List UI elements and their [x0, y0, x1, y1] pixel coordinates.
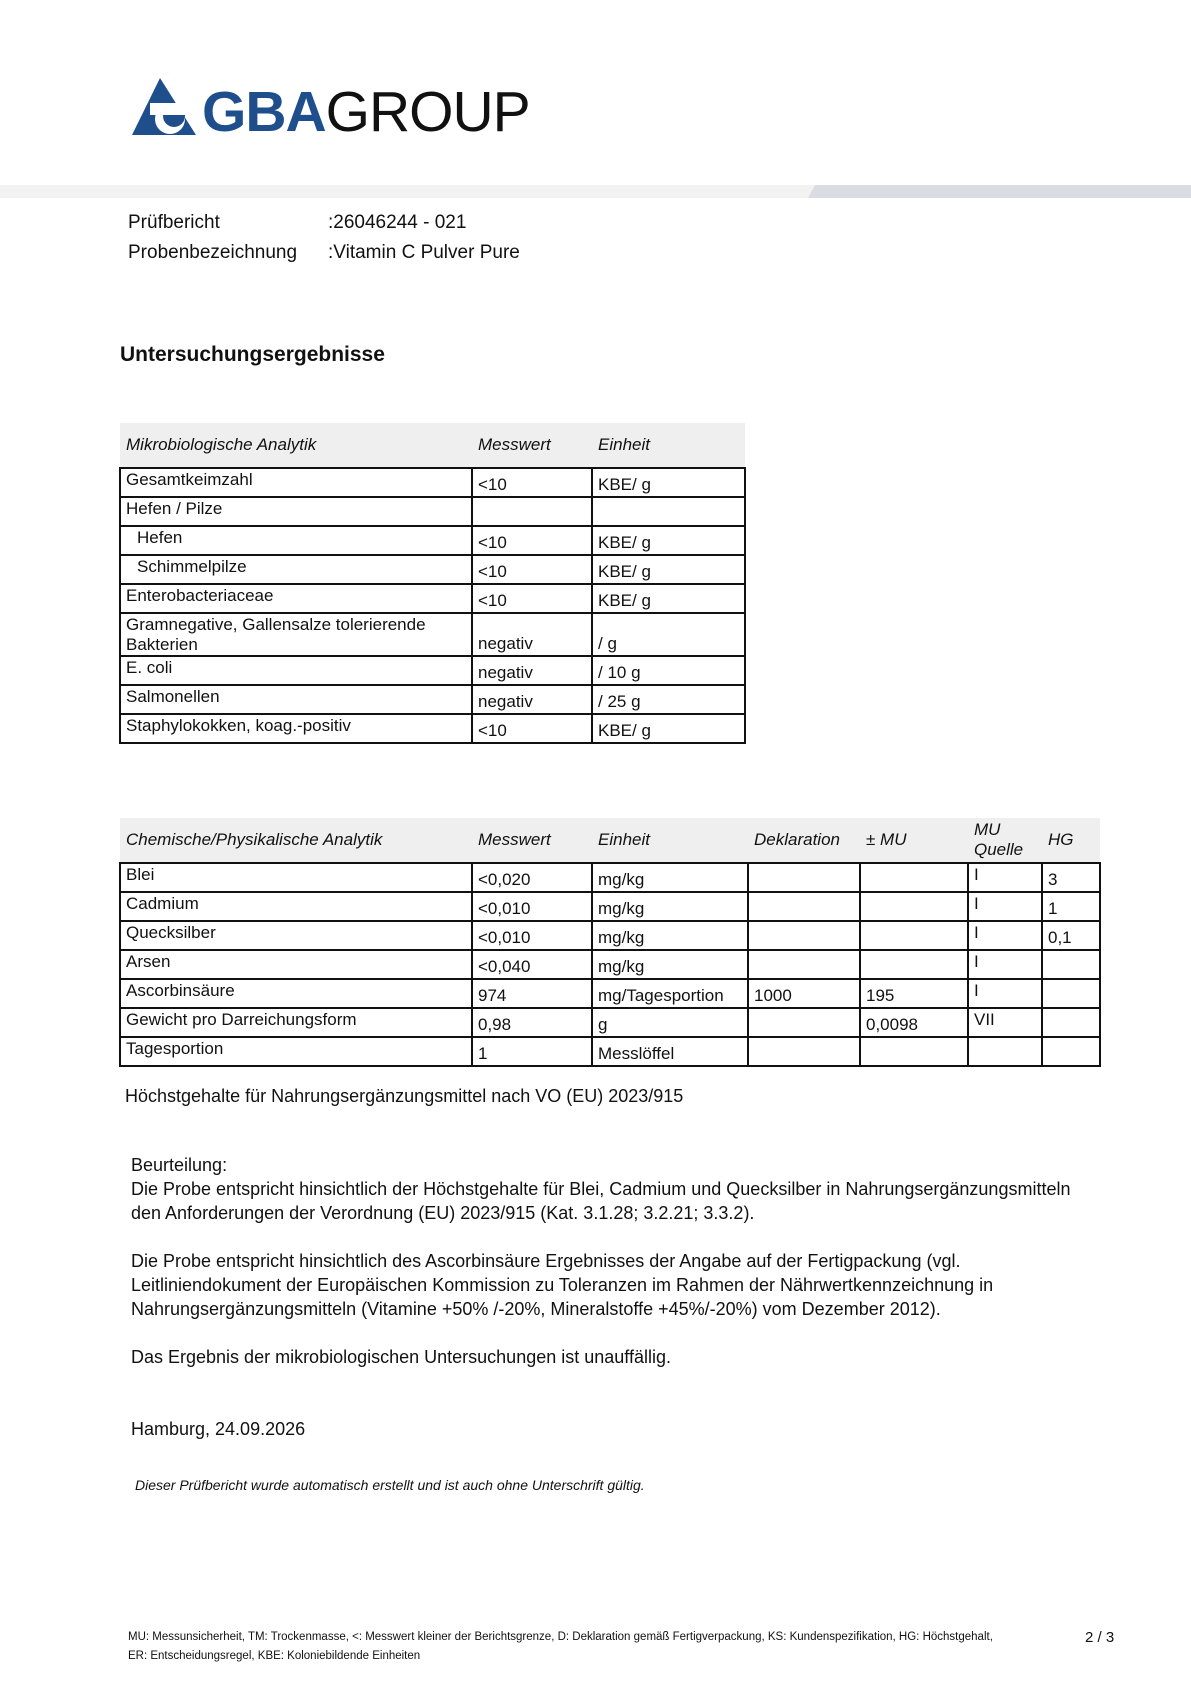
- micro-unit: / 10 g: [592, 656, 745, 685]
- assessment-paragraph-micro: Das Ergebnis der mikrobiologischen Untersuchungen ist unauffällig.: [131, 1347, 671, 1367]
- report-number: :26046244 - 021: [328, 212, 467, 233]
- chem-max-level: [1042, 950, 1100, 979]
- micro-table-row: [120, 584, 745, 613]
- gba-triangle-icon: [130, 76, 198, 138]
- chem-max-level: [1042, 1008, 1100, 1037]
- chem-table-body: [120, 863, 1100, 1066]
- chem-analyte-name: Quecksilber: [120, 921, 472, 950]
- chem-analyte-name: Blei: [120, 863, 472, 892]
- chem-measured-value: <0,040: [472, 950, 592, 979]
- chem-analyte-name: Ascorbinsäure: [120, 979, 472, 1008]
- micro-analyte-name: Enterobacteriaceae: [120, 584, 472, 613]
- chem-declaration: [748, 863, 860, 892]
- chem-mu-source: I: [968, 950, 1042, 979]
- chem-mu: [860, 950, 968, 979]
- sample-label: Probenbezeichnung: [128, 242, 298, 263]
- micro-analyte-name: Schimmelpilze: [120, 555, 472, 584]
- header-band: [0, 185, 1191, 198]
- chem-measured-value: 0,98: [472, 1008, 592, 1037]
- micro-unit: / g: [592, 613, 745, 656]
- micro-header-unit: Einheit: [592, 423, 745, 468]
- chem-unit: mg/Tagesportion: [592, 979, 748, 1008]
- assessment-title: Beurteilung:: [131, 1155, 228, 1175]
- footer-legend: [128, 1628, 1008, 1666]
- micro-unit: KBE/ g: [592, 584, 745, 613]
- auto-generated-note: Dieser Prüfbericht wurde automatisch erstellt und ist auch ohne Unterschrift gültig.: [135, 1477, 645, 1493]
- chem-header-row: [120, 818, 1100, 863]
- chem-measured-value: <0,010: [472, 921, 592, 950]
- chem-mu-source: I: [968, 863, 1042, 892]
- chem-declaration: [748, 1008, 860, 1037]
- micro-analyte-name: Gesamtkeimzahl: [120, 468, 472, 497]
- assessment-paragraph-heavy-metals: Die Probe entspricht hinsichtlich der Höchstgehalte für Blei, Cadmium und Quecksilber in Nahrungsergänzungsmitteln den Anforderungen der Verordnung (EU) 2023/915 (Kat. 3.1.28; 3.2.21; 3.3.2).: [131, 1179, 1071, 1223]
- chem-measured-value: <0,010: [472, 892, 592, 921]
- micro-measured-value: <10: [472, 555, 592, 584]
- chem-measured-value: 974: [472, 979, 592, 1008]
- assessment-paragraph-ascorbic-acid: Die Probe entspricht hinsichtlich des Ascorbinsäure Ergebnisses der Angabe auf der Fertigpackung (vgl. Leitliniendokument der Europäischen Kommission zu Toleranzen im Rahmen der Nährwertkennzeichnung in Nahrungsergänzungsmitteln (Vitamine +50% /-20%, Mineralstoffe +45%/-20%) vom Dezember 2012).: [131, 1251, 994, 1319]
- chem-table-row: [120, 892, 1100, 921]
- micro-table: [119, 423, 746, 744]
- report-label: Prüfbericht: [128, 212, 220, 233]
- report-meta: [128, 208, 520, 268]
- chem-unit: Messlöffel: [592, 1037, 748, 1066]
- chem-mu-source: VII: [968, 1008, 1042, 1037]
- chem-analyte-name: Arsen: [120, 950, 472, 979]
- micro-table-row: [120, 526, 745, 555]
- chem-header-hg: HG: [1042, 818, 1100, 863]
- micro-measured-value: negativ: [472, 613, 592, 656]
- assessment: [131, 1153, 1091, 1393]
- chem-table: [119, 818, 1101, 1067]
- micro-table-row: [120, 497, 745, 526]
- section-title: Untersuchungsergebnisse: [120, 343, 385, 366]
- chem-unit: mg/kg: [592, 892, 748, 921]
- micro-measured-value: <10: [472, 526, 592, 555]
- micro-measured-value: negativ: [472, 656, 592, 685]
- micro-header-value: Messwert: [472, 423, 592, 468]
- chem-mu: 0,0098: [860, 1008, 968, 1037]
- chem-declaration: [748, 950, 860, 979]
- chem-declaration: 1000: [748, 979, 860, 1008]
- chem-table-row: [120, 921, 1100, 950]
- micro-table-row: [120, 656, 745, 685]
- chem-unit: mg/kg: [592, 863, 748, 892]
- micro-measured-value: [472, 497, 592, 526]
- chem-mu-source: I: [968, 892, 1042, 921]
- chem-measured-value: 1: [472, 1037, 592, 1066]
- micro-unit: KBE/ g: [592, 555, 745, 584]
- micro-analyte-name: Hefen / Pilze: [120, 497, 472, 526]
- chem-mu-source: I: [968, 921, 1042, 950]
- chem-max-level: [1042, 1037, 1100, 1066]
- chem-table-row: [120, 950, 1100, 979]
- micro-measured-value: <10: [472, 584, 592, 613]
- micro-unit: [592, 497, 745, 526]
- logo-wordmark: [202, 80, 530, 144]
- micro-table-row: [120, 685, 745, 714]
- chem-table-row: [120, 1037, 1100, 1066]
- chem-header-declaration: Deklaration: [748, 818, 860, 863]
- chem-max-level: 3: [1042, 863, 1100, 892]
- chem-unit: mg/kg: [592, 921, 748, 950]
- micro-unit: / 25 g: [592, 685, 745, 714]
- chem-analyte-name: Gewicht pro Darreichungsform: [120, 1008, 472, 1037]
- chem-declaration: [748, 1037, 860, 1066]
- micro-analyte-name: Gramnegative, Gallensalze tolerierende Bakterien: [120, 613, 472, 656]
- chem-table-row: [120, 979, 1100, 1008]
- logo-gba: GBA: [202, 80, 326, 144]
- micro-table-row: [120, 468, 745, 497]
- chem-header-analysis: Chemische/Physikalische Analytik: [120, 818, 472, 863]
- chem-header-mu-source: MU Quelle: [968, 818, 1042, 863]
- chem-mu: [860, 1037, 968, 1066]
- micro-header-analysis: Mikrobiologische Analytik: [120, 423, 472, 468]
- chem-mu: [860, 892, 968, 921]
- page-number: 2 / 3: [1085, 1629, 1115, 1646]
- micro-analyte-name: Salmonellen: [120, 685, 472, 714]
- chem-unit: mg/kg: [592, 950, 748, 979]
- chem-table-row: [120, 1008, 1100, 1037]
- chem-declaration: [748, 921, 860, 950]
- chem-header-mu: ± MU: [860, 818, 968, 863]
- micro-table-body: [120, 468, 745, 743]
- footer-legend-line-1: MU: Messunsicherheit, TM: Trockenmasse, <: Messwert kleiner der Berichtsgrenze, D: Deklaration gemäß Fertigverpackung, KS: Kundenspezifikation, HG: Höchstgehalt,: [128, 1631, 993, 1643]
- micro-measured-value: negativ: [472, 685, 592, 714]
- limits-footnote: Höchstgehalte für Nahrungsergänzungsmittel nach VO (EU) 2023/915: [125, 1086, 684, 1106]
- company-logo: [130, 76, 550, 146]
- micro-unit: KBE/ g: [592, 468, 745, 497]
- micro-unit: KBE/ g: [592, 526, 745, 555]
- micro-analyte-name: E. coli: [120, 656, 472, 685]
- chem-max-level: [1042, 979, 1100, 1008]
- chem-declaration: [748, 892, 860, 921]
- logo-group: GROUP: [325, 80, 530, 144]
- chem-header-unit: Einheit: [592, 818, 748, 863]
- micro-measured-value: <10: [472, 714, 592, 743]
- micro-table-row: [120, 555, 745, 584]
- footer-legend-line-2: ER: Entscheidungsregel, KBE: Koloniebildende Einheiten: [128, 1650, 421, 1662]
- chem-mu-source: I: [968, 979, 1042, 1008]
- place-date: Hamburg, 24.09.2026: [131, 1419, 306, 1439]
- micro-measured-value: <10: [472, 468, 592, 497]
- chem-max-level: 0,1: [1042, 921, 1100, 950]
- micro-table-row: [120, 613, 745, 656]
- chem-header-value: Messwert: [472, 818, 592, 863]
- micro-analyte-name: Hefen: [120, 526, 472, 555]
- chem-analyte-name: Tagesportion: [120, 1037, 472, 1066]
- chem-mu: 195: [860, 979, 968, 1008]
- sample-name: :Vitamin C Pulver Pure: [328, 242, 520, 263]
- chem-analyte-name: Cadmium: [120, 892, 472, 921]
- chem-mu-source: [968, 1037, 1042, 1066]
- chem-unit: g: [592, 1008, 748, 1037]
- micro-analyte-name: Staphylokokken, koag.-positiv: [120, 714, 472, 743]
- chem-measured-value: <0,020: [472, 863, 592, 892]
- micro-unit: KBE/ g: [592, 714, 745, 743]
- micro-header-row: [120, 423, 745, 468]
- micro-table-row: [120, 714, 745, 743]
- chem-mu: [860, 921, 968, 950]
- chem-mu: [860, 863, 968, 892]
- chem-max-level: 1: [1042, 892, 1100, 921]
- chem-table-row: [120, 863, 1100, 892]
